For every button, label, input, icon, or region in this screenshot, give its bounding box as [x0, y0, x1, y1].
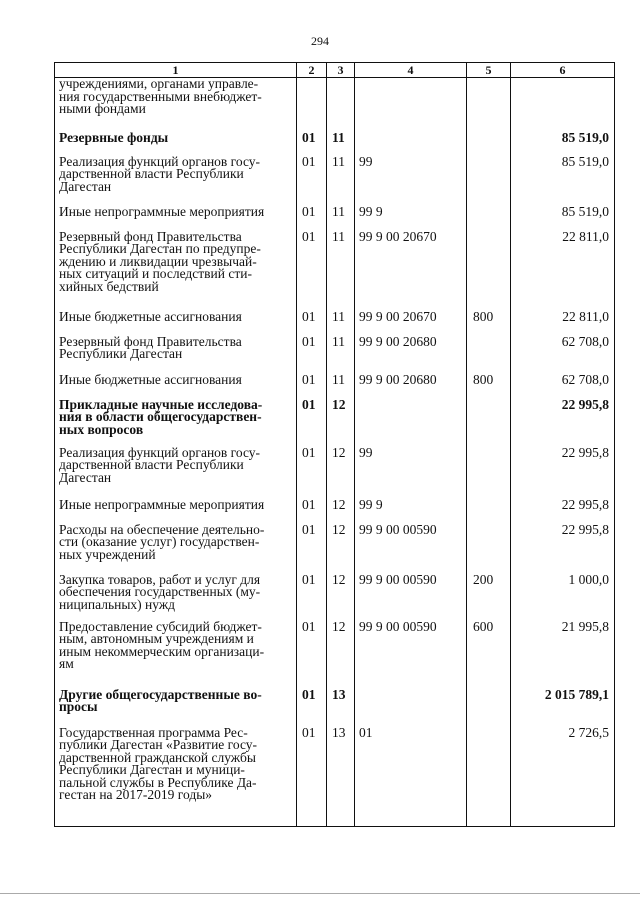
row-name: Реализация функций органов госу- дарственной власти Республики Дагестан	[55, 447, 297, 499]
col-header-6: 6	[511, 63, 615, 78]
subsection-code: 11	[327, 156, 355, 206]
target-article-code: 99	[355, 447, 467, 499]
target-article-code: 99 9 00 20670	[355, 231, 467, 311]
expense-type-code	[467, 206, 511, 231]
expense-type-code	[467, 399, 511, 447]
amount: 62 708,0	[511, 374, 615, 399]
target-article-code	[355, 132, 467, 156]
expense-type-code	[467, 524, 511, 574]
section-code: 01	[297, 621, 327, 689]
section-code: 01	[297, 399, 327, 447]
subsection-code: 12	[327, 447, 355, 499]
table-row	[55, 621, 615, 689]
target-article-code: 99 9 00 00590	[355, 574, 467, 621]
expense-type-code	[467, 156, 511, 206]
amount: 22 995,8	[511, 499, 615, 524]
table-row	[55, 311, 615, 336]
target-article-code: 99 9 00 20680	[355, 336, 467, 374]
row-name: Иные бюджетные ассигнования	[55, 311, 297, 336]
target-article-code	[355, 689, 467, 727]
expense-type-code: 800	[467, 374, 511, 399]
subsection-code: 11	[327, 231, 355, 311]
amount: 22 995,8	[511, 399, 615, 447]
expense-type-code	[467, 336, 511, 374]
table-row	[55, 499, 615, 524]
target-article-code: 99 9	[355, 499, 467, 524]
subsection-code: 12	[327, 574, 355, 621]
amount: 21 995,8	[511, 621, 615, 689]
col-header-5: 5	[467, 63, 511, 78]
row-name: Закупка товаров, работ и услуг для обеспечения государственных (му- ниципальных) нужд	[55, 574, 297, 621]
table-row	[55, 689, 615, 727]
section-code: 01	[297, 524, 327, 574]
expense-type-code: 200	[467, 574, 511, 621]
table-row	[55, 399, 615, 447]
target-article-code: 99 9	[355, 206, 467, 231]
col-header-1: 1	[55, 63, 297, 78]
expense-type-code	[467, 499, 511, 524]
subsection-code: 12	[327, 621, 355, 689]
row-name: Другие общегосударственные во- просы	[55, 689, 297, 727]
section-code: 01	[297, 374, 327, 399]
section-code: 01	[297, 574, 327, 621]
section-code: 01	[297, 727, 327, 827]
section-code: 01	[297, 311, 327, 336]
amount: 85 519,0	[511, 132, 615, 156]
row-name: Резервный фонд Правительства Республики Дагестан	[55, 336, 297, 374]
amount: 22 995,8	[511, 447, 615, 499]
table-row	[55, 206, 615, 231]
target-article-code	[355, 78, 467, 132]
table-row	[55, 574, 615, 621]
expense-type-code: 600	[467, 621, 511, 689]
expense-type-code	[467, 447, 511, 499]
subsection-code: 13	[327, 727, 355, 827]
subsection-code: 11	[327, 374, 355, 399]
col-header-3: 3	[327, 63, 355, 78]
table-row	[55, 132, 615, 156]
table-row	[55, 336, 615, 374]
amount: 85 519,0	[511, 156, 615, 206]
subsection-code: 12	[327, 499, 355, 524]
section-code: 01	[297, 206, 327, 231]
col-header-2: 2	[297, 63, 327, 78]
expense-type-code	[467, 727, 511, 827]
amount	[511, 78, 615, 132]
row-name: Иные непрограммные мероприятия	[55, 499, 297, 524]
section-code: 01	[297, 132, 327, 156]
target-article-code: 01	[355, 727, 467, 827]
subsection-code: 11	[327, 336, 355, 374]
row-name: учреждениями, органами управле- ния государственными внебюджет- ными фондами	[55, 78, 297, 132]
row-name: Резервные фонды	[55, 132, 297, 156]
amount: 85 519,0	[511, 206, 615, 231]
row-name: Реализация функций органов госу- дарственной власти Республики Дагестан	[55, 156, 297, 206]
row-name: Предоставление субсидий бюджет- ным, автономным учреждениям и иным некоммерческим организаци- ям	[55, 621, 297, 689]
table-row	[55, 78, 615, 132]
row-name: Государственная программа Рес- публики Дагестан «Развитие госу- дарственной гражданской службы Республики Дагестан и муници- пальной службы в Республике Да- гестан на 2017-2019 годы»	[55, 727, 297, 827]
table-row	[55, 727, 615, 827]
table-row	[55, 156, 615, 206]
amount: 22 995,8	[511, 524, 615, 574]
target-article-code	[355, 399, 467, 447]
amount: 2 015 789,1	[511, 689, 615, 727]
section-code: 01	[297, 156, 327, 206]
expense-type-code	[467, 231, 511, 311]
target-article-code: 99 9 00 20670	[355, 311, 467, 336]
subsection-code: 13	[327, 689, 355, 727]
amount: 62 708,0	[511, 336, 615, 374]
expense-type-code	[467, 132, 511, 156]
section-code: 01	[297, 499, 327, 524]
row-name: Иные бюджетные ассигнования	[55, 374, 297, 399]
amount: 22 811,0	[511, 311, 615, 336]
page-number: 294	[311, 34, 329, 48]
subsection-code: 11	[327, 132, 355, 156]
section-code: 01	[297, 447, 327, 499]
row-name: Прикладные научные исследова- ния в области общегосударствен- ных вопросов	[55, 399, 297, 447]
section-code: 01	[297, 231, 327, 311]
section-code: 01	[297, 689, 327, 727]
table-row	[55, 374, 615, 399]
row-name: Расходы на обеспечение деятельно- сти (оказание услуг) государствен- ных учреждений	[55, 524, 297, 574]
page-bottom-rule	[0, 893, 640, 894]
table-row	[55, 447, 615, 499]
section-code: 01	[297, 336, 327, 374]
subsection-code: 11	[327, 311, 355, 336]
amount: 1 000,0	[511, 574, 615, 621]
expense-type-code	[467, 689, 511, 727]
subsection-code: 12	[327, 399, 355, 447]
target-article-code: 99 9 00 00590	[355, 524, 467, 574]
section-code	[297, 78, 327, 132]
col-header-4: 4	[355, 63, 467, 78]
subsection-code: 11	[327, 206, 355, 231]
target-article-code: 99 9 00 00590	[355, 621, 467, 689]
table-row	[55, 231, 615, 311]
subsection-code: 12	[327, 524, 355, 574]
amount: 2 726,5	[511, 727, 615, 827]
row-name: Иные непрограммные мероприятия	[55, 206, 297, 231]
subsection-code	[327, 78, 355, 132]
expense-type-code: 800	[467, 311, 511, 336]
budget-table	[54, 62, 615, 827]
amount: 22 811,0	[511, 231, 615, 311]
target-article-code: 99 9 00 20680	[355, 374, 467, 399]
expense-type-code	[467, 78, 511, 132]
target-article-code: 99	[355, 156, 467, 206]
table-row	[55, 524, 615, 574]
row-name: Резервный фонд Правительства Республики Дагестан по предупре- ждению и ликвидации чрезвычай- ных ситуаций и последствий сти- хийных бедствий	[55, 231, 297, 311]
